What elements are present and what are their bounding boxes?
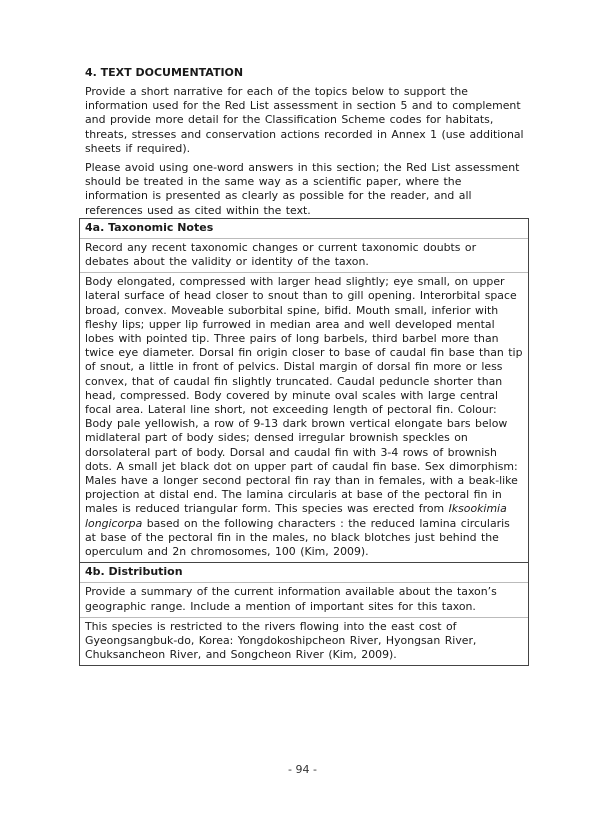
intro-paragraph-2: Please avoid using one-word answers in this section; the Red List assessment should be treated in the same way as a scientific paper, where the information is presented as clearly as possible for the reader, and all references used as cited within the text. [85,161,520,217]
distribution-heading: 4b. Distribution [85,565,183,579]
distribution-header-row [80,563,528,583]
taxonomic-body-part2: based on the following characters : the reduced lamina circularis at base of the pectoral fin in the males, no black blotches just behind the operculum and 2n chromosomes, 100 (Kim, 2009). [85,516,510,559]
taxonomic-body [85,275,523,559]
distribution-instructions-row [80,583,528,617]
distribution-body: This species is restricted to the rivers flowing into the east cost of Gyeongsangbuk-do, Korea: Yongdokoshipcheon River, Hyongsan River, Chuksancheon River, and Songcheon River (Kim, 2009). [85,619,477,662]
taxonomic-heading: 4a. Taxonomic Notes [85,220,214,234]
page-number: - 94 - [288,763,317,776]
page-content [85,66,525,666]
intro-paragraph-1: Provide a short narrative for each of the topics below to support the information used for the Red List assessment in section 5 and to complement and provide more detail for the Classification Scheme codes for habitats, threats, stresses and conservation actions recorded in Annex 1 (use additional sheets if required). [85,85,524,155]
taxonomic-instructions: Record any recent taxonomic changes or current taxonomic doubts or debates about the validity or identity of the taxon. [85,240,477,269]
taxonomic-species-name: Iksookimia longicorpa [85,502,507,530]
taxonomic-instructions-row [80,239,528,273]
documentation-table [79,218,529,666]
distribution-instructions: Provide a summary of the current information available about the taxon’s geographic range. Include a mention of important sites for this taxon. [85,585,497,613]
distribution-body-row [80,618,528,666]
taxonomic-body-row [80,273,528,563]
section-heading: 4. TEXT DOCUMENTATION [85,66,244,79]
taxonomic-header-row [80,219,528,239]
taxonomic-body-part1: Body elongated, compressed with larger head slightly; eye small, on upper lateral surface of head closer to snout than to gill opening. Interorbital space broad, convex. Moveable suborbital spine, bifid. Mouth small, inferior with fleshy lips; upper lip furrowed in median area and well developed mental lobes with pointed tip. Three pairs of long barbels, third barbel more than twice eye diameter. Dorsal fin origin closer to base of caudal fin base than tip of snout, a little in front of pelvics. Distal margin of dorsal fin more or less convex, that of caudal fin slightly truncated. Caudal peduncle shorter than head, compressed. Body covered by minute oval scales with large central focal area. Lateral line short, not exceeding length of pectoral fin. Colour: Body pale yellowish, a row of 9-13 dark brown vertical elongate bars below midlateral part of body sides; densed irregular brownish speckles on dorsolateral part of body. Dorsal and caudal fin with 3-4 rows of brownish dots. A small jet black dot on upper part of caudal fin base. Sex dimorphism: Males have a longer second pectoral fin ray than in females, with a beak-like projection at distal end. The lamina circularis at base of the pectoral fin in males is reduced triangular form. This species was erected from [85,275,523,516]
